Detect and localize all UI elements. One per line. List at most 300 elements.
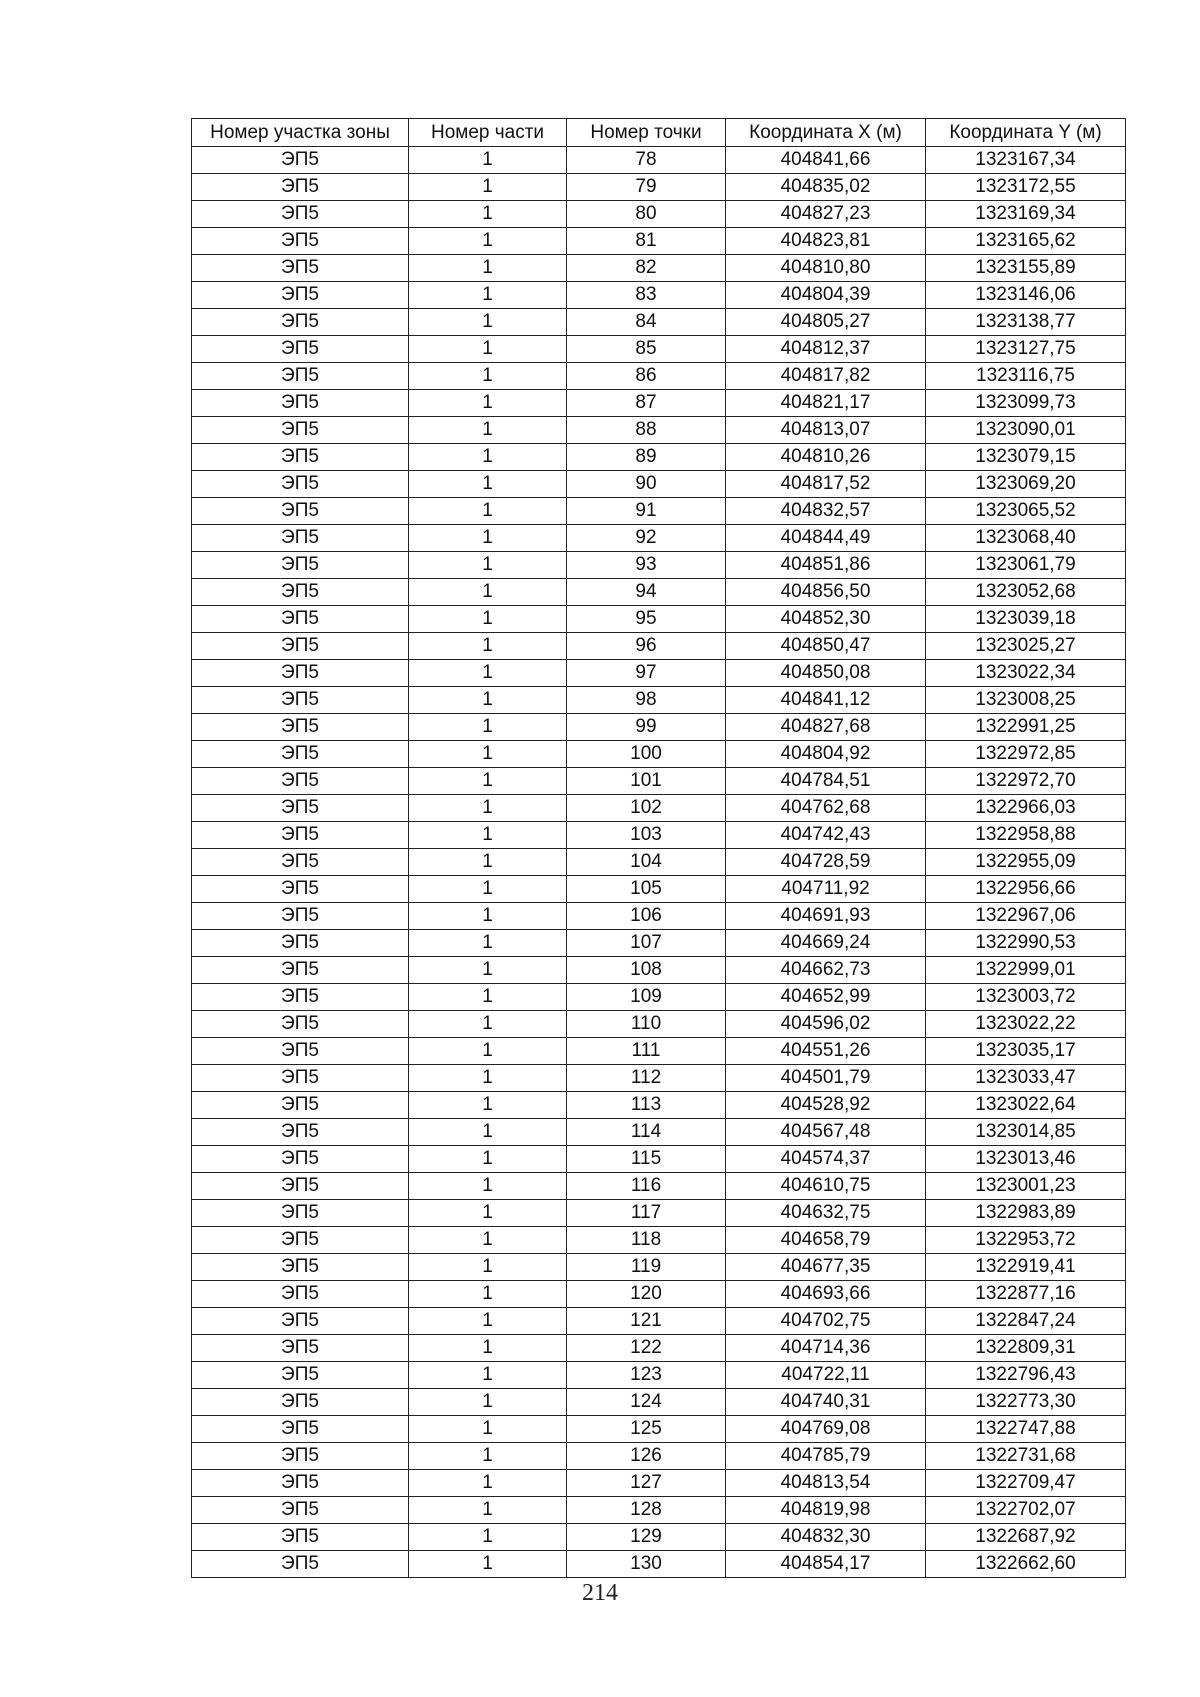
- cell-point-number: 111: [567, 1038, 726, 1065]
- cell-part-number: 1: [409, 1092, 567, 1119]
- cell-zone-section: ЭП5: [192, 1011, 409, 1038]
- cell-part-number: 1: [409, 1497, 567, 1524]
- cell-coordinate-x: 404596,02: [726, 1011, 926, 1038]
- cell-part-number: 1: [409, 1281, 567, 1308]
- cell-coordinate-y: 1322731,68: [926, 1443, 1126, 1470]
- cell-zone-section: ЭП5: [192, 660, 409, 687]
- cell-coordinate-y: 1323079,15: [926, 444, 1126, 471]
- cell-coordinate-y: 1322972,85: [926, 741, 1126, 768]
- cell-part-number: 1: [409, 471, 567, 498]
- cell-part-number: 1: [409, 1038, 567, 1065]
- cell-point-number: 104: [567, 849, 726, 876]
- cell-point-number: 123: [567, 1362, 726, 1389]
- table-row: [192, 768, 1126, 795]
- cell-coordinate-x: 404691,93: [726, 903, 926, 930]
- cell-coordinate-x: 404827,68: [726, 714, 926, 741]
- cell-part-number: 1: [409, 417, 567, 444]
- cell-part-number: 1: [409, 201, 567, 228]
- table-row: [192, 1389, 1126, 1416]
- cell-part-number: 1: [409, 687, 567, 714]
- cell-zone-section: ЭП5: [192, 822, 409, 849]
- cell-point-number: 99: [567, 714, 726, 741]
- cell-coordinate-y: 1323014,85: [926, 1119, 1126, 1146]
- cell-coordinate-y: 1322958,88: [926, 822, 1126, 849]
- cell-point-number: 93: [567, 552, 726, 579]
- cell-part-number: 1: [409, 768, 567, 795]
- table-row: [192, 606, 1126, 633]
- cell-point-number: 121: [567, 1308, 726, 1335]
- cell-zone-section: ЭП5: [192, 552, 409, 579]
- cell-zone-section: ЭП5: [192, 1173, 409, 1200]
- cell-point-number: 117: [567, 1200, 726, 1227]
- cell-point-number: 109: [567, 984, 726, 1011]
- cell-coordinate-x: 404832,57: [726, 498, 926, 525]
- cell-point-number: 86: [567, 363, 726, 390]
- table-row: [192, 1443, 1126, 1470]
- cell-coordinate-y: 1323022,64: [926, 1092, 1126, 1119]
- cell-coordinate-y: 1323001,23: [926, 1173, 1126, 1200]
- table-row: [192, 255, 1126, 282]
- cell-zone-section: ЭП5: [192, 1227, 409, 1254]
- cell-zone-section: ЭП5: [192, 768, 409, 795]
- cell-part-number: 1: [409, 849, 567, 876]
- cell-part-number: 1: [409, 795, 567, 822]
- table-row: [192, 174, 1126, 201]
- cell-zone-section: ЭП5: [192, 525, 409, 552]
- table-row: [192, 1092, 1126, 1119]
- cell-point-number: 102: [567, 795, 726, 822]
- cell-point-number: 103: [567, 822, 726, 849]
- cell-coordinate-y: 1323127,75: [926, 336, 1126, 363]
- cell-point-number: 91: [567, 498, 726, 525]
- cell-coordinate-y: 1322809,31: [926, 1335, 1126, 1362]
- table-row: [192, 1524, 1126, 1551]
- cell-coordinate-x: 404827,23: [726, 201, 926, 228]
- cell-point-number: 113: [567, 1092, 726, 1119]
- cell-zone-section: ЭП5: [192, 1416, 409, 1443]
- cell-part-number: 1: [409, 1335, 567, 1362]
- cell-coordinate-x: 404785,79: [726, 1443, 926, 1470]
- cell-point-number: 83: [567, 282, 726, 309]
- table-row: [192, 201, 1126, 228]
- header-row: [192, 119, 1126, 147]
- table-row: [192, 984, 1126, 1011]
- cell-zone-section: ЭП5: [192, 444, 409, 471]
- table-row: [192, 1497, 1126, 1524]
- cell-point-number: 92: [567, 525, 726, 552]
- cell-zone-section: ЭП5: [192, 687, 409, 714]
- cell-coordinate-x: 404693,66: [726, 1281, 926, 1308]
- cell-coordinate-y: 1323025,27: [926, 633, 1126, 660]
- cell-part-number: 1: [409, 228, 567, 255]
- cell-coordinate-y: 1323099,73: [926, 390, 1126, 417]
- cell-zone-section: ЭП5: [192, 1470, 409, 1497]
- cell-point-number: 84: [567, 309, 726, 336]
- cell-coordinate-x: 404810,80: [726, 255, 926, 282]
- cell-coordinate-y: 1322956,66: [926, 876, 1126, 903]
- table-row: [192, 1011, 1126, 1038]
- cell-coordinate-x: 404817,82: [726, 363, 926, 390]
- cell-coordinate-y: 1322773,30: [926, 1389, 1126, 1416]
- cell-coordinate-y: 1322972,70: [926, 768, 1126, 795]
- cell-zone-section: ЭП5: [192, 1308, 409, 1335]
- table-row: [192, 1470, 1126, 1497]
- cell-point-number: 94: [567, 579, 726, 606]
- cell-coordinate-y: 1322990,53: [926, 930, 1126, 957]
- cell-part-number: 1: [409, 444, 567, 471]
- header-coordinate-y: Координата Y (м): [926, 119, 1126, 147]
- cell-coordinate-y: 1323022,34: [926, 660, 1126, 687]
- table-row: [192, 498, 1126, 525]
- cell-coordinate-y: 1323052,68: [926, 579, 1126, 606]
- cell-part-number: 1: [409, 822, 567, 849]
- table-row: [192, 822, 1126, 849]
- cell-part-number: 1: [409, 741, 567, 768]
- cell-coordinate-x: 404574,37: [726, 1146, 926, 1173]
- cell-coordinate-x: 404805,27: [726, 309, 926, 336]
- cell-zone-section: ЭП5: [192, 741, 409, 768]
- cell-coordinate-y: 1322662,60: [926, 1551, 1126, 1578]
- cell-point-number: 125: [567, 1416, 726, 1443]
- cell-coordinate-y: 1323039,18: [926, 606, 1126, 633]
- cell-coordinate-x: 404658,79: [726, 1227, 926, 1254]
- cell-coordinate-y: 1323033,47: [926, 1065, 1126, 1092]
- cell-point-number: 128: [567, 1497, 726, 1524]
- cell-point-number: 80: [567, 201, 726, 228]
- cell-part-number: 1: [409, 498, 567, 525]
- cell-point-number: 95: [567, 606, 726, 633]
- cell-zone-section: ЭП5: [192, 174, 409, 201]
- table-row: [192, 849, 1126, 876]
- cell-coordinate-y: 1322709,47: [926, 1470, 1126, 1497]
- cell-zone-section: ЭП5: [192, 849, 409, 876]
- cell-zone-section: ЭП5: [192, 903, 409, 930]
- cell-coordinate-y: 1322919,41: [926, 1254, 1126, 1281]
- cell-coordinate-x: 404819,98: [726, 1497, 926, 1524]
- table-row: [192, 660, 1126, 687]
- cell-coordinate-x: 404804,92: [726, 741, 926, 768]
- cell-coordinate-x: 404722,11: [726, 1362, 926, 1389]
- table-row: [192, 1146, 1126, 1173]
- header-point-number: Номер точки: [567, 119, 726, 147]
- cell-zone-section: ЭП5: [192, 795, 409, 822]
- cell-point-number: 106: [567, 903, 726, 930]
- cell-coordinate-x: 404832,30: [726, 1524, 926, 1551]
- cell-part-number: 1: [409, 1227, 567, 1254]
- cell-coordinate-y: 1323146,06: [926, 282, 1126, 309]
- cell-point-number: 87: [567, 390, 726, 417]
- cell-coordinate-y: 1323138,77: [926, 309, 1126, 336]
- table-row: [192, 714, 1126, 741]
- table-row: [192, 1173, 1126, 1200]
- table-header: [192, 119, 1126, 147]
- cell-zone-section: ЭП5: [192, 1254, 409, 1281]
- cell-point-number: 110: [567, 1011, 726, 1038]
- cell-zone-section: ЭП5: [192, 1389, 409, 1416]
- cell-zone-section: ЭП5: [192, 1146, 409, 1173]
- cell-part-number: 1: [409, 309, 567, 336]
- table-row: [192, 363, 1126, 390]
- cell-part-number: 1: [409, 1146, 567, 1173]
- cell-point-number: 112: [567, 1065, 726, 1092]
- cell-zone-section: ЭП5: [192, 417, 409, 444]
- cell-point-number: 116: [567, 1173, 726, 1200]
- cell-coordinate-x: 404652,99: [726, 984, 926, 1011]
- cell-coordinate-x: 404813,54: [726, 1470, 926, 1497]
- cell-part-number: 1: [409, 525, 567, 552]
- cell-part-number: 1: [409, 147, 567, 174]
- cell-part-number: 1: [409, 1065, 567, 1092]
- table-row: [192, 1308, 1126, 1335]
- cell-part-number: 1: [409, 1470, 567, 1497]
- cell-zone-section: ЭП5: [192, 471, 409, 498]
- table-row: [192, 444, 1126, 471]
- cell-part-number: 1: [409, 1524, 567, 1551]
- table-row: [192, 795, 1126, 822]
- cell-coordinate-x: 404740,31: [726, 1389, 926, 1416]
- cell-zone-section: ЭП5: [192, 147, 409, 174]
- cell-coordinate-x: 404850,47: [726, 633, 926, 660]
- cell-zone-section: ЭП5: [192, 876, 409, 903]
- cell-zone-section: ЭП5: [192, 633, 409, 660]
- cell-coordinate-y: 1323008,25: [926, 687, 1126, 714]
- cell-coordinate-x: 404610,75: [726, 1173, 926, 1200]
- cell-zone-section: ЭП5: [192, 309, 409, 336]
- cell-point-number: 127: [567, 1470, 726, 1497]
- cell-point-number: 79: [567, 174, 726, 201]
- table-row: [192, 1551, 1126, 1578]
- table-row: [192, 687, 1126, 714]
- cell-part-number: 1: [409, 876, 567, 903]
- page-number: 214: [582, 1580, 618, 1606]
- cell-part-number: 1: [409, 552, 567, 579]
- header-coordinate-x: Координата X (м): [726, 119, 926, 147]
- cell-coordinate-y: 1323155,89: [926, 255, 1126, 282]
- table-row: [192, 633, 1126, 660]
- cell-coordinate-y: 1323022,22: [926, 1011, 1126, 1038]
- cell-coordinate-x: 404662,73: [726, 957, 926, 984]
- table-row: [192, 1254, 1126, 1281]
- cell-part-number: 1: [409, 930, 567, 957]
- cell-part-number: 1: [409, 363, 567, 390]
- cell-point-number: 126: [567, 1443, 726, 1470]
- cell-point-number: 130: [567, 1551, 726, 1578]
- cell-point-number: 124: [567, 1389, 726, 1416]
- cell-coordinate-y: 1322953,72: [926, 1227, 1126, 1254]
- cell-point-number: 98: [567, 687, 726, 714]
- cell-part-number: 1: [409, 1200, 567, 1227]
- cell-zone-section: ЭП5: [192, 1551, 409, 1578]
- cell-zone-section: ЭП5: [192, 579, 409, 606]
- cell-part-number: 1: [409, 282, 567, 309]
- cell-coordinate-y: 1323013,46: [926, 1146, 1126, 1173]
- cell-coordinate-x: 404632,75: [726, 1200, 926, 1227]
- cell-coordinate-x: 404817,52: [726, 471, 926, 498]
- cell-coordinate-y: 1322991,25: [926, 714, 1126, 741]
- cell-zone-section: ЭП5: [192, 1335, 409, 1362]
- cell-part-number: 1: [409, 1011, 567, 1038]
- cell-point-number: 81: [567, 228, 726, 255]
- cell-coordinate-x: 404835,02: [726, 174, 926, 201]
- cell-point-number: 115: [567, 1146, 726, 1173]
- cell-coordinate-y: 1323165,62: [926, 228, 1126, 255]
- cell-part-number: 1: [409, 1119, 567, 1146]
- table-row: [192, 1200, 1126, 1227]
- cell-coordinate-y: 1323003,72: [926, 984, 1126, 1011]
- cell-zone-section: ЭП5: [192, 1119, 409, 1146]
- table-row: [192, 1362, 1126, 1389]
- cell-point-number: 89: [567, 444, 726, 471]
- cell-coordinate-x: 404851,86: [726, 552, 926, 579]
- cell-coordinate-x: 404841,66: [726, 147, 926, 174]
- cell-coordinate-x: 404810,26: [726, 444, 926, 471]
- cell-point-number: 120: [567, 1281, 726, 1308]
- table-row: [192, 471, 1126, 498]
- cell-part-number: 1: [409, 1254, 567, 1281]
- cell-zone-section: ЭП5: [192, 1281, 409, 1308]
- cell-coordinate-x: 404813,07: [726, 417, 926, 444]
- cell-coordinate-y: 1322983,89: [926, 1200, 1126, 1227]
- cell-point-number: 122: [567, 1335, 726, 1362]
- cell-coordinate-x: 404677,35: [726, 1254, 926, 1281]
- cell-point-number: 97: [567, 660, 726, 687]
- table-body: [192, 147, 1126, 1578]
- header-zone-section: Номер участка зоны: [192, 119, 409, 147]
- cell-part-number: 1: [409, 903, 567, 930]
- table-row: [192, 1065, 1126, 1092]
- cell-coordinate-x: 404804,39: [726, 282, 926, 309]
- cell-coordinate-y: 1323061,79: [926, 552, 1126, 579]
- cell-zone-section: ЭП5: [192, 498, 409, 525]
- cell-coordinate-y: 1322702,07: [926, 1497, 1126, 1524]
- cell-part-number: 1: [409, 1551, 567, 1578]
- cell-coordinate-y: 1322967,06: [926, 903, 1126, 930]
- cell-part-number: 1: [409, 606, 567, 633]
- cell-part-number: 1: [409, 1389, 567, 1416]
- cell-point-number: 82: [567, 255, 726, 282]
- table-row: [192, 309, 1126, 336]
- cell-point-number: 118: [567, 1227, 726, 1254]
- cell-part-number: 1: [409, 1173, 567, 1200]
- cell-part-number: 1: [409, 633, 567, 660]
- cell-point-number: 96: [567, 633, 726, 660]
- cell-point-number: 88: [567, 417, 726, 444]
- cell-part-number: 1: [409, 579, 567, 606]
- cell-point-number: 107: [567, 930, 726, 957]
- cell-point-number: 114: [567, 1119, 726, 1146]
- cell-coordinate-x: 404850,08: [726, 660, 926, 687]
- table-row: [192, 417, 1126, 444]
- cell-coordinate-x: 404711,92: [726, 876, 926, 903]
- cell-coordinate-x: 404567,48: [726, 1119, 926, 1146]
- cell-part-number: 1: [409, 1443, 567, 1470]
- cell-coordinate-x: 404714,36: [726, 1335, 926, 1362]
- table-row: [192, 1038, 1126, 1065]
- cell-zone-section: ЭП5: [192, 1524, 409, 1551]
- cell-part-number: 1: [409, 984, 567, 1011]
- cell-coordinate-y: 1322796,43: [926, 1362, 1126, 1389]
- table-row: [192, 1335, 1126, 1362]
- table-row: [192, 930, 1126, 957]
- cell-zone-section: ЭП5: [192, 1065, 409, 1092]
- cell-coordinate-x: 404852,30: [726, 606, 926, 633]
- cell-coordinate-x: 404841,12: [726, 687, 926, 714]
- header-part-number: Номер части: [409, 119, 567, 147]
- cell-zone-section: ЭП5: [192, 228, 409, 255]
- cell-part-number: 1: [409, 1308, 567, 1335]
- cell-point-number: 119: [567, 1254, 726, 1281]
- cell-zone-section: ЭП5: [192, 363, 409, 390]
- cell-zone-section: ЭП5: [192, 957, 409, 984]
- table-row: [192, 1416, 1126, 1443]
- table-row: [192, 228, 1126, 255]
- cell-coordinate-y: 1323167,34: [926, 147, 1126, 174]
- cell-point-number: 100: [567, 741, 726, 768]
- cell-coordinate-y: 1322877,16: [926, 1281, 1126, 1308]
- cell-coordinate-x: 404551,26: [726, 1038, 926, 1065]
- cell-coordinate-y: 1323172,55: [926, 174, 1126, 201]
- table-row: [192, 1119, 1126, 1146]
- cell-coordinate-y: 1323065,52: [926, 498, 1126, 525]
- cell-coordinate-x: 404856,50: [726, 579, 926, 606]
- cell-zone-section: ЭП5: [192, 714, 409, 741]
- cell-coordinate-x: 404784,51: [726, 768, 926, 795]
- cell-coordinate-x: 404528,92: [726, 1092, 926, 1119]
- coordinates-table: [191, 118, 1126, 1578]
- cell-zone-section: ЭП5: [192, 282, 409, 309]
- cell-part-number: 1: [409, 390, 567, 417]
- cell-coordinate-x: 404501,79: [726, 1065, 926, 1092]
- cell-coordinate-y: 1323116,75: [926, 363, 1126, 390]
- cell-zone-section: ЭП5: [192, 606, 409, 633]
- cell-zone-section: ЭП5: [192, 1497, 409, 1524]
- cell-coordinate-x: 404854,17: [726, 1551, 926, 1578]
- table-row: [192, 741, 1126, 768]
- cell-coordinate-y: 1323090,01: [926, 417, 1126, 444]
- cell-zone-section: ЭП5: [192, 255, 409, 282]
- cell-zone-section: ЭП5: [192, 930, 409, 957]
- cell-coordinate-x: 404769,08: [726, 1416, 926, 1443]
- cell-coordinate-y: 1322999,01: [926, 957, 1126, 984]
- cell-coordinate-y: 1323069,20: [926, 471, 1126, 498]
- cell-coordinate-y: 1323169,34: [926, 201, 1126, 228]
- cell-zone-section: ЭП5: [192, 1362, 409, 1389]
- cell-coordinate-x: 404812,37: [726, 336, 926, 363]
- table-row: [192, 1227, 1126, 1254]
- table-row: [192, 336, 1126, 363]
- cell-zone-section: ЭП5: [192, 390, 409, 417]
- cell-point-number: 78: [567, 147, 726, 174]
- cell-point-number: 105: [567, 876, 726, 903]
- table-row: [192, 147, 1126, 174]
- cell-point-number: 85: [567, 336, 726, 363]
- cell-point-number: 108: [567, 957, 726, 984]
- cell-part-number: 1: [409, 174, 567, 201]
- table-row: [192, 390, 1126, 417]
- cell-coordinate-y: 1323068,40: [926, 525, 1126, 552]
- cell-point-number: 101: [567, 768, 726, 795]
- table-row: [192, 525, 1126, 552]
- table-row: [192, 876, 1126, 903]
- cell-coordinate-x: 404762,68: [726, 795, 926, 822]
- cell-zone-section: ЭП5: [192, 336, 409, 363]
- cell-part-number: 1: [409, 255, 567, 282]
- cell-coordinate-x: 404702,75: [726, 1308, 926, 1335]
- cell-part-number: 1: [409, 957, 567, 984]
- cell-zone-section: ЭП5: [192, 1200, 409, 1227]
- cell-zone-section: ЭП5: [192, 1038, 409, 1065]
- cell-part-number: 1: [409, 336, 567, 363]
